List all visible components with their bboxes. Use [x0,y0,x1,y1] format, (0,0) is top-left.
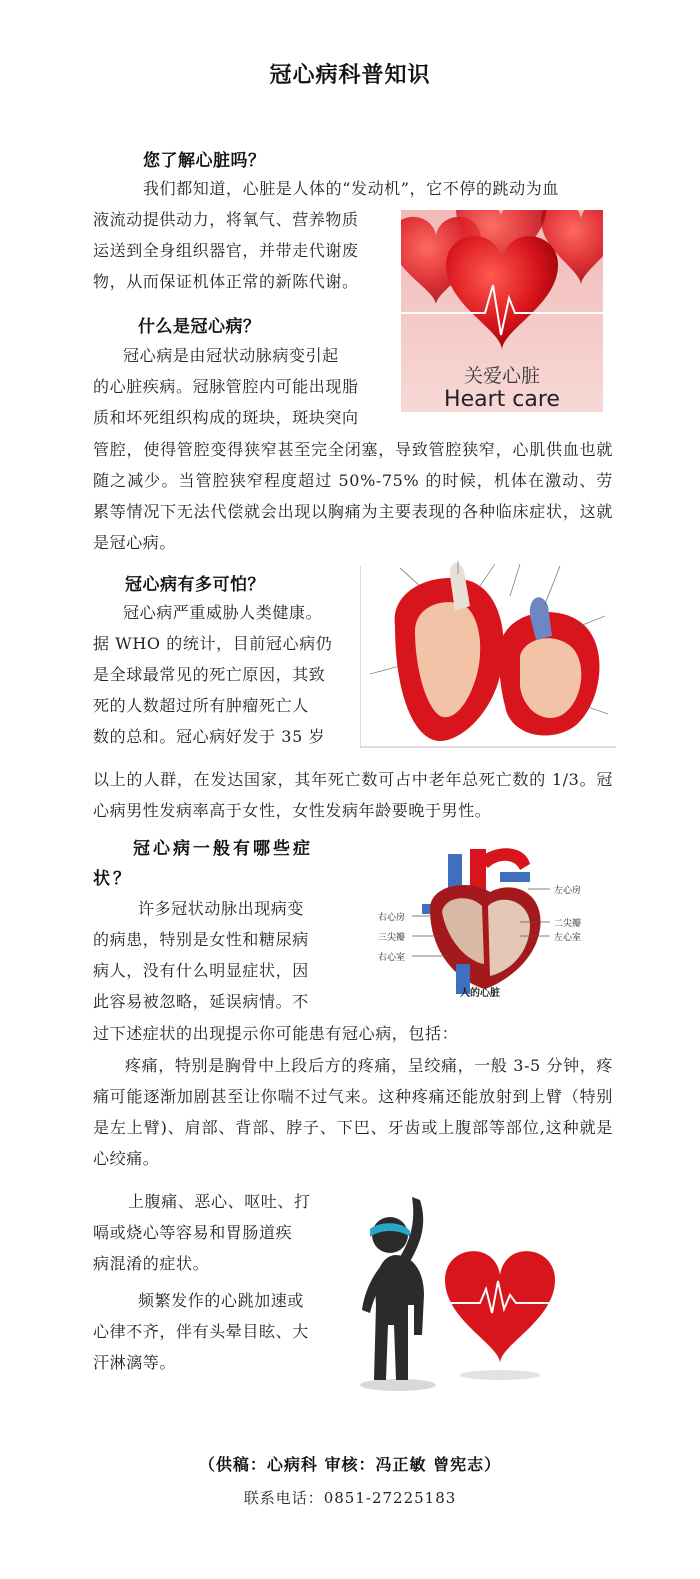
s3-line3: 是全球最常见的死亡原因，其致 [93,665,326,684]
s4-gi2: 嗝或烧心等容易和胃肠道疾 [93,1223,293,1242]
s2-line3: 质和坏死组织构成的斑块，斑块突向 [93,408,359,427]
s1-line3: 运送到全身组织器官，并带走代谢废 [93,241,359,260]
heading-heart: 您了解心脏吗？ [143,151,266,171]
s3-line4: 死的人数超过所有肿瘤死亡人 [93,696,309,715]
figure-heart-illustration [350,1185,575,1395]
label-right-atrium: 右心房 [378,913,406,923]
heart-care-image [401,210,603,412]
label-left-ventricle: 左心室 [554,933,582,943]
s1-line4: 物，从而保证机体正常的新陈代谢。 [93,272,359,291]
s4-line3: 病人，没有什么明显症状，因 [93,961,309,980]
heart-anatomy-image [360,556,616,748]
diagram-caption: 人的心脏 [460,988,500,999]
s1-line2: 液流动提供动力，将氧气、营养物质 [93,210,359,229]
heart-diagram-image [370,844,614,1002]
label-right-ventricle: 右心室 [378,953,406,963]
s1-line1: 我们都知道，心脏是人体的“发动机”，它不停的跳动为血 [143,179,559,198]
s2-line1: 冠心病是由冠状动脉病变引起 [123,346,339,365]
label-tricuspid-valve: 三尖瓣 [378,933,406,943]
page-title: 冠心病科普知识 [269,62,431,88]
s4-pain: 疼痛，特别是胸骨中上段后方的疼痛，呈绞痛，一般 3-5 分钟，疼痛可能逐渐加剧甚至让你喘不过气来。这种疼痛还能放射到上臂（特别是左上臂)、肩部、背部、脖子、下巴、牙齿或上腹部等部位,这种就是心绞痛。 [93,1056,613,1168]
heading-chd: 什么是冠心病？ [138,317,261,337]
heading-symptoms-b: 状？ [93,869,133,889]
footer-credit: （供稿：心病科 审核：冯正敏 曾宪志） [198,1455,502,1474]
label-left-atrium: 左心房 [554,886,582,896]
s4-line4: 此容易被忽略，延误病情。不 [93,992,309,1011]
footer-phone: 联系电话：0851-27225183 [243,1489,457,1507]
s4-pal1: 频繁发作的心跳加速或 [138,1291,305,1310]
heading-danger: 冠心病有多可怕？ [125,575,265,595]
heart-care-en: Heart care [444,387,560,412]
s4-line2: 的病患，特别是女性和糖尿病 [93,930,309,949]
s2-line2: 的心脏疾病。冠脉管腔内可能出现脂 [93,377,359,396]
s2-rest: 管腔，使得管腔变得狭窄甚至完全闭塞，导致管腔狭窄，心肌供血也就随之减少。当管腔狭窄程度超过 50%-75% 的时候，机体在激动、劳累等情况下无法代偿就会出现以胸痛为主要表现的各种临床症状，这就是冠心病。 [93,440,613,552]
s4-gi1: 上腹痛、恶心、呕吐、打 [128,1192,311,1211]
s3-rest: 以上的人群，在发达国家，其年死亡数可占中老年总死亡数的 1/3。冠心病男性发病率高于女性，女性发病年龄要晚于男性。 [93,770,613,820]
heart-care-cn: 关爱心脏 [463,365,541,387]
label-mitral-valve: 二尖瓣 [554,919,582,929]
s3-line5: 数的总和。冠心病好发于 35 岁 [93,727,326,746]
s4-line1: 许多冠状动脉出现病变 [138,899,305,918]
s3-line1: 冠心病严重威胁人类健康。 [123,603,323,622]
s4-pal2: 心律不齐，伴有头晕目眩、大 [93,1322,309,1341]
s4-gi3: 病混淆的症状。 [93,1254,210,1273]
heading-symptoms-a: 冠心病一般有哪些症 [133,839,313,859]
s3-line2: 据 WHO 的统计，目前冠心病仍 [93,634,333,653]
s4-line5: 过下述症状的出现提示你可能患有冠心病，包括： [93,1024,459,1043]
s4-pal3: 汗淋漓等。 [93,1353,177,1372]
